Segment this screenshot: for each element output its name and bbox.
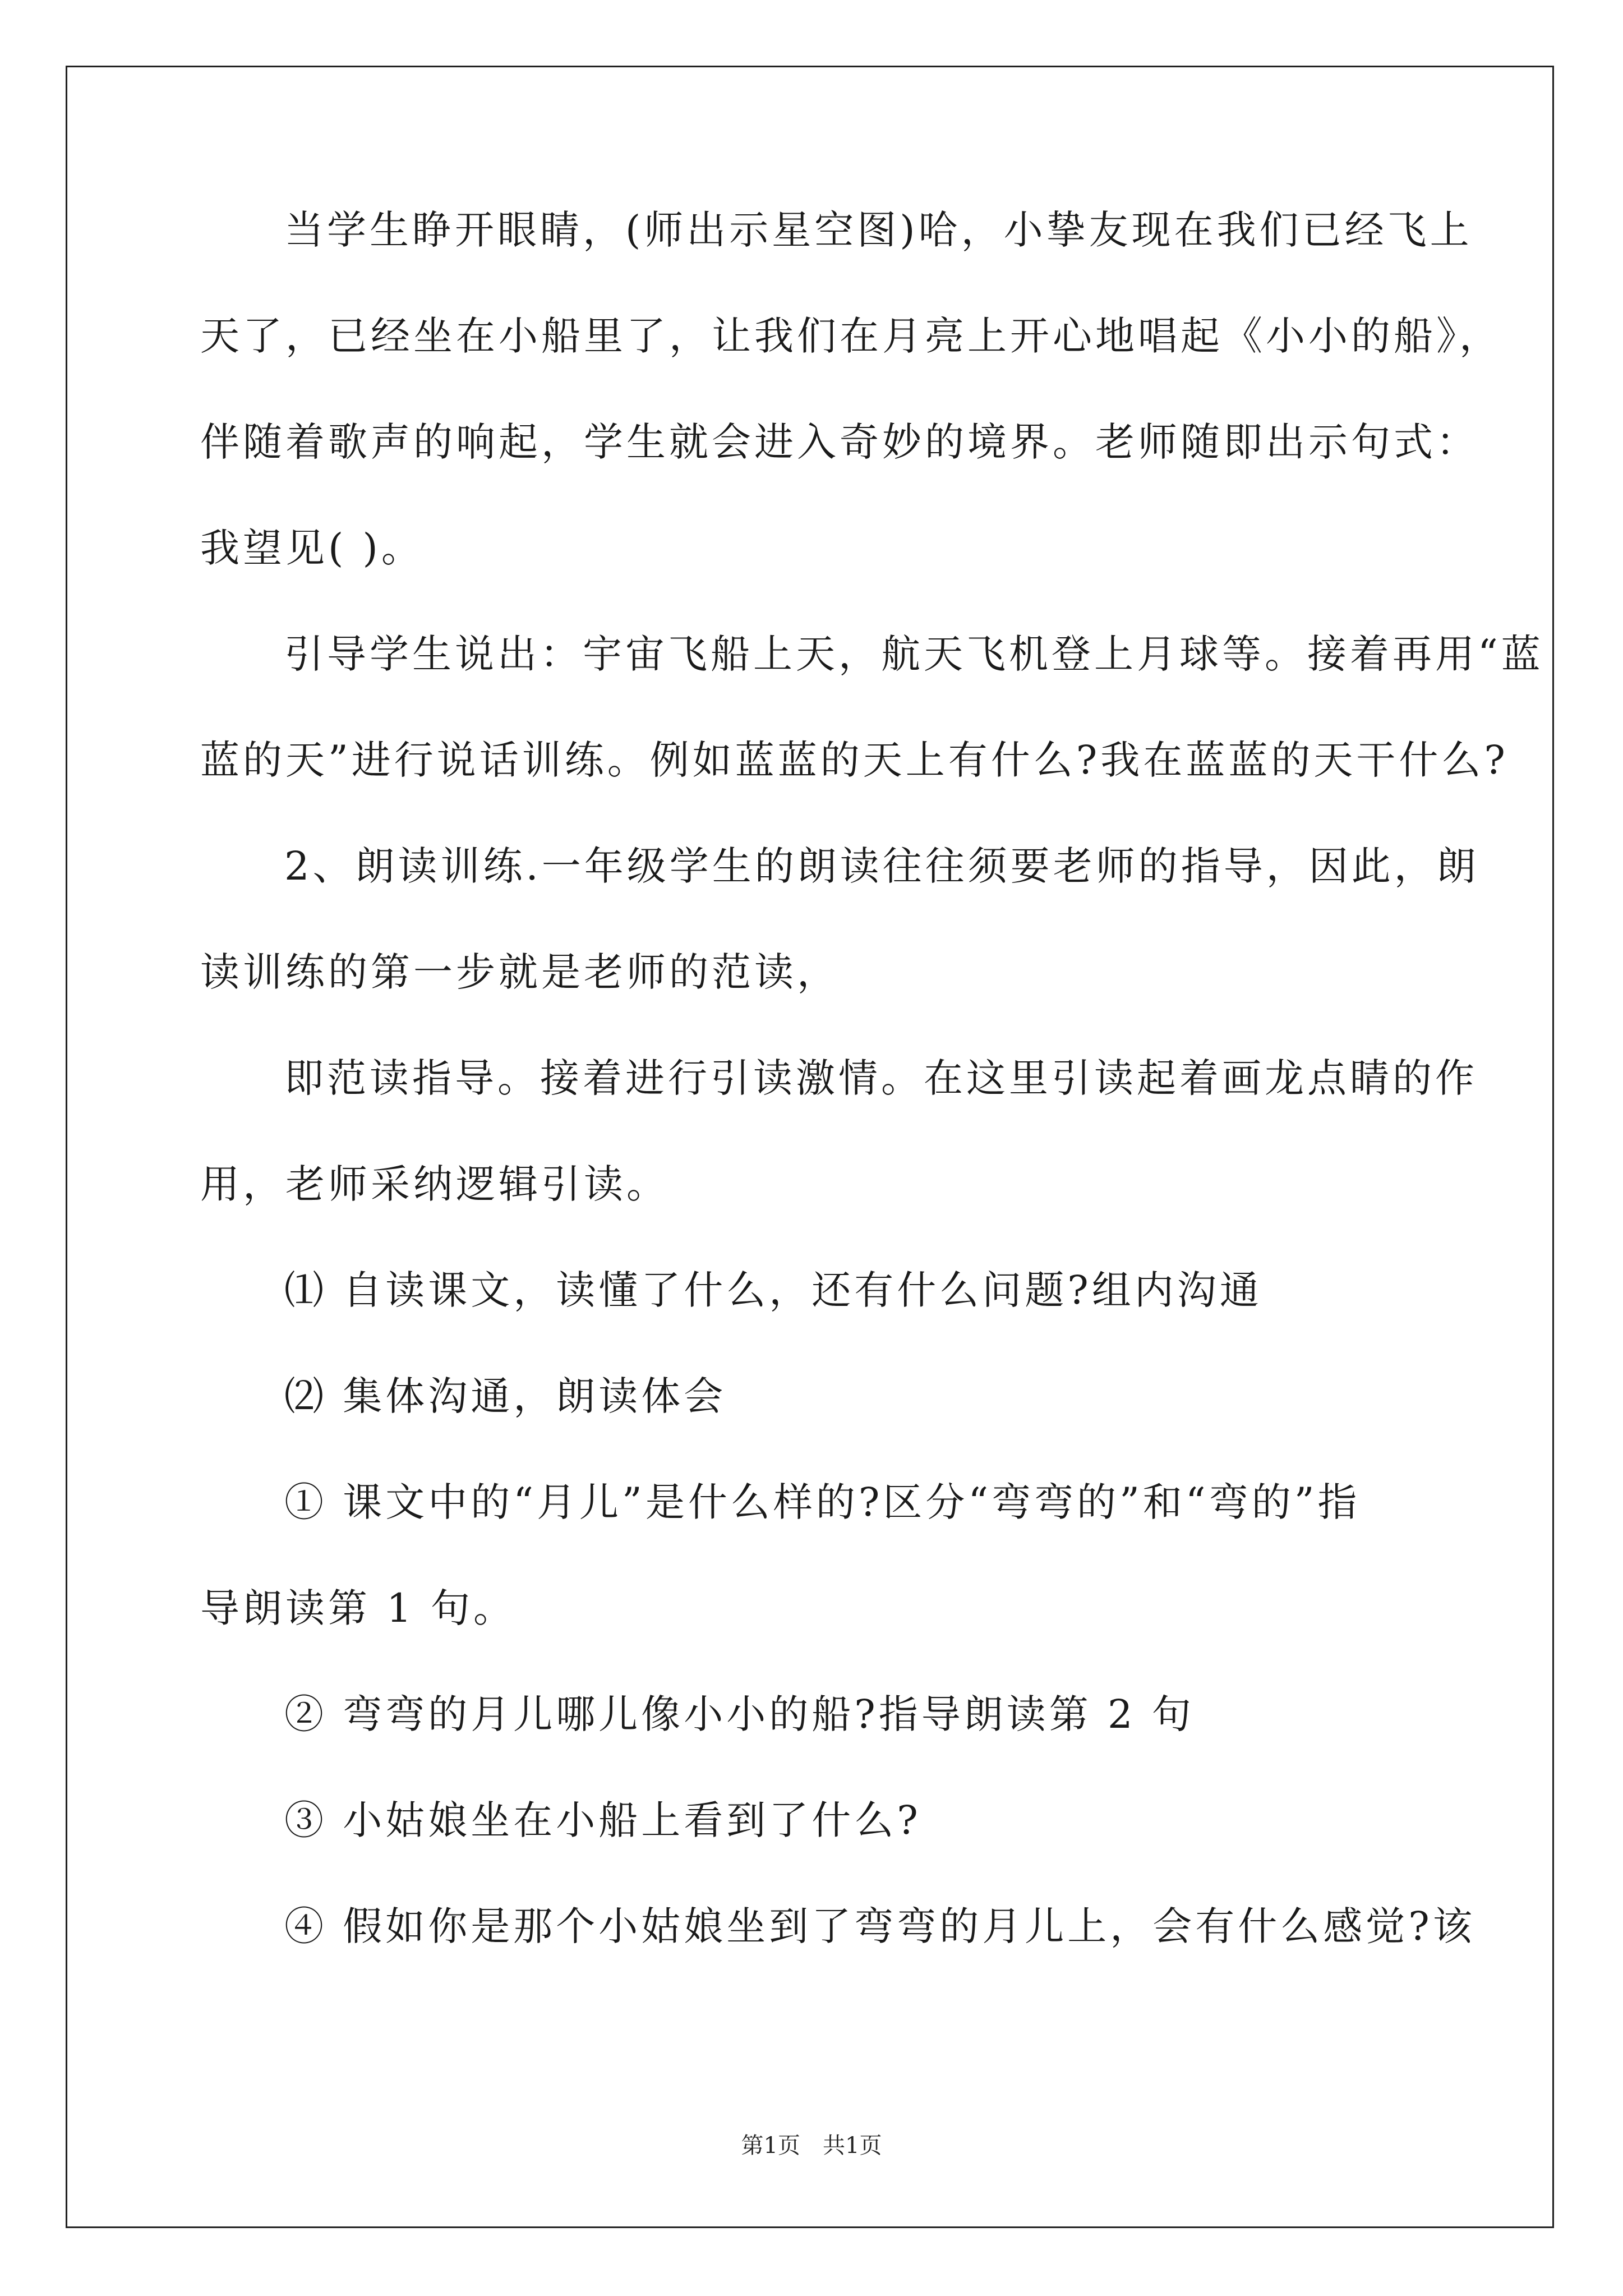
paragraph-line: 天了，已经坐在小船里了，让我们在月亮上开心地唱起《小小的船》， xyxy=(200,313,1502,359)
paragraph-line: 当学生睁开眼睛，(师出示星空图)哈，小挚友现在我们已经飞上 xyxy=(284,207,1473,253)
list-item: ③ 小姑娘坐在小船上看到了什么? xyxy=(284,1797,921,1843)
paragraph-line: 引导学生说出：宇宙飞船上天，航天飞机登上月球等。接着再用“蓝 xyxy=(284,631,1544,677)
paragraph-line: 用，老师采纳逻辑引读。 xyxy=(200,1161,669,1207)
list-item: ① 课文中的“月儿”是什么样的?区分“弯弯的”和“弯的”指 xyxy=(284,1479,1361,1525)
paragraph-line: 导朗读第 1 句。 xyxy=(200,1585,517,1631)
paragraph-line: 2、朗读训练.一年级学生的朗读往往须要老师的指导，因此，朗 xyxy=(284,843,1479,889)
list-item: ④ 假如你是那个小姑娘坐到了弯弯的月儿上，会有什么感觉?该 xyxy=(284,1903,1476,1949)
paragraph-line: 我望见( )。 xyxy=(200,525,424,571)
list-item: ⑵ 集体沟通，朗读体会 xyxy=(284,1373,727,1419)
paragraph-line: 即范读指导。接着进行引读激情。在这里引读起着画龙点睛的作 xyxy=(284,1055,1478,1101)
paragraph-line: 读训练的第一步就是老师的范读， xyxy=(200,949,840,995)
page-footer: 第1页 共1页 xyxy=(741,2133,882,2159)
list-item: ② 弯弯的月儿哪儿像小小的船?指导朗读第 2 句 xyxy=(284,1691,1195,1737)
paragraph-line: 蓝的天”进行说话训练。例如蓝蓝的天上有什么?我在蓝蓝的天干什么? xyxy=(200,737,1509,783)
paragraph-line: 伴随着歌声的响起，学生就会进入奇妙的境界。老师随即出示句式： xyxy=(200,419,1479,465)
list-item: ⑴ 自读课文，读懂了什么，还有什么问题?组内沟通 xyxy=(284,1267,1262,1313)
